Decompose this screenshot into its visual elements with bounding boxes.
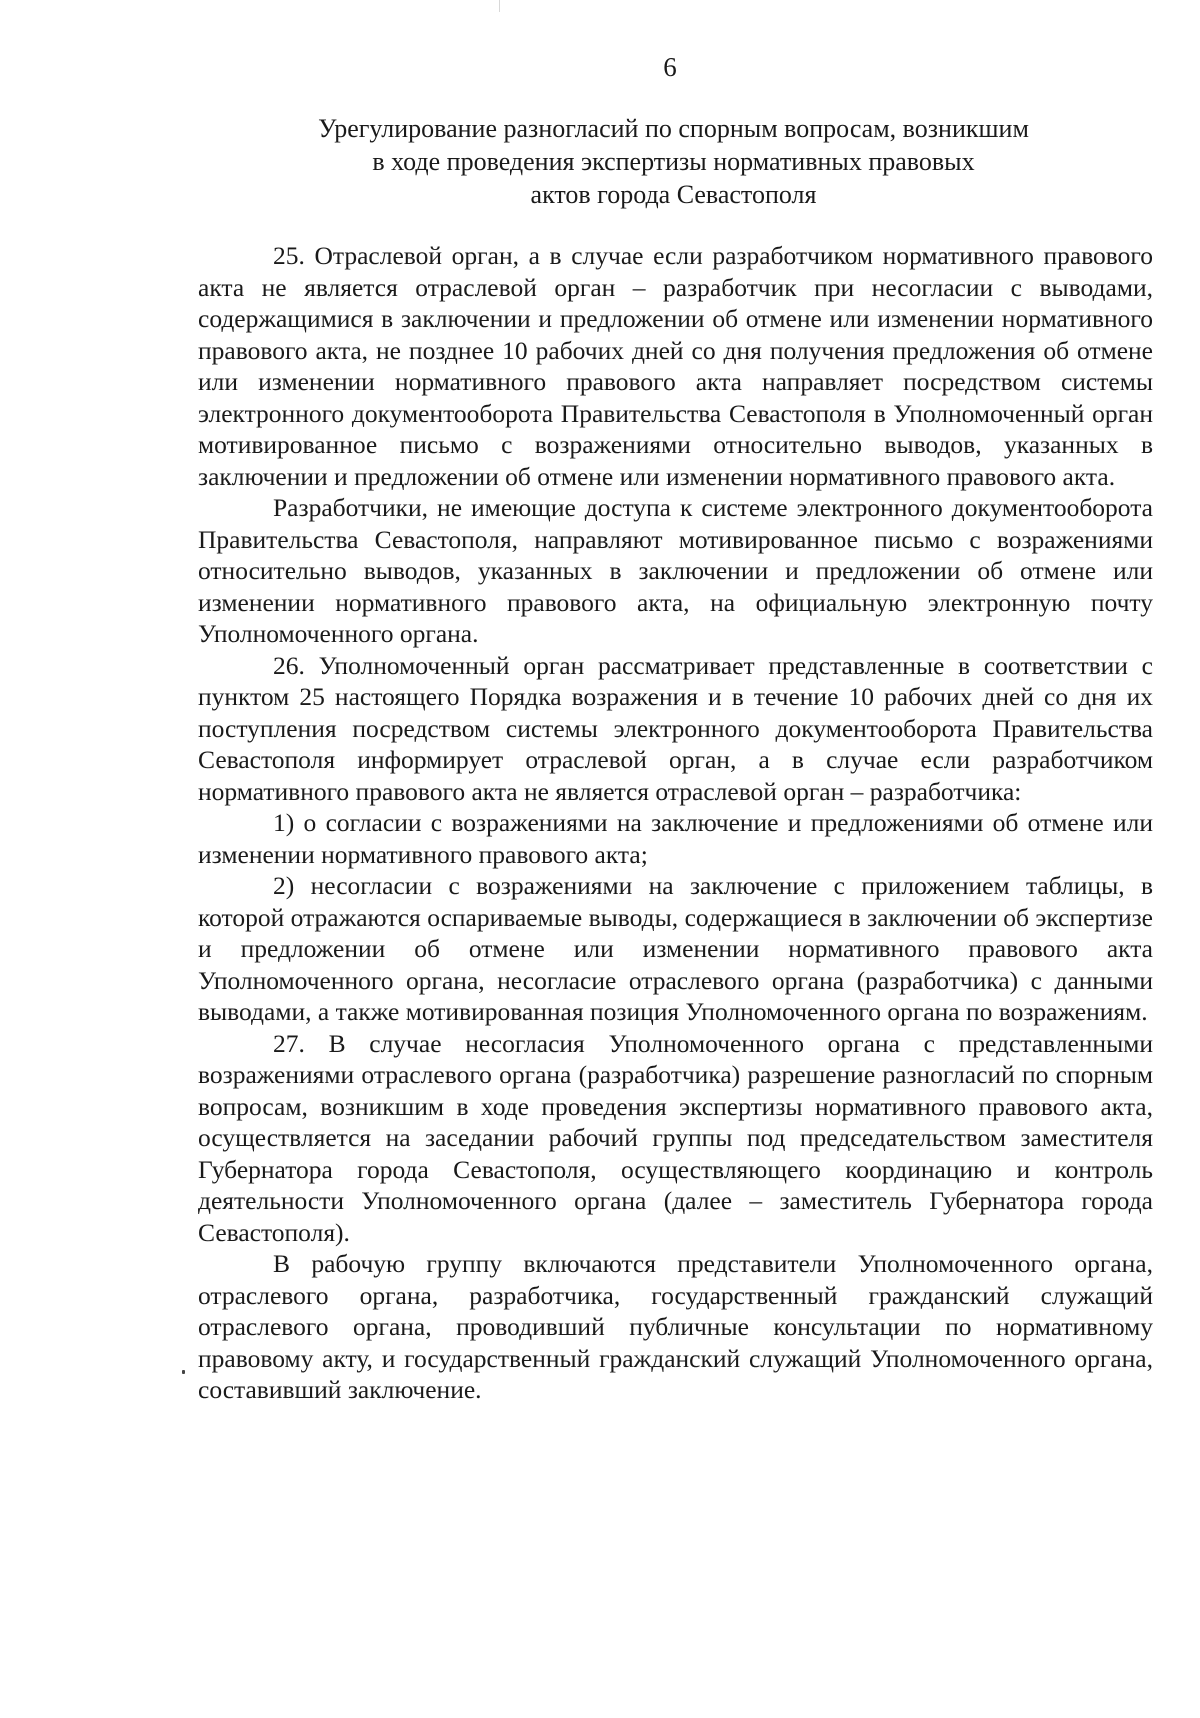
paragraph-working-group: В рабочую группу включаются представители Уполномоченного органа, отраслевого органа, разработчика, государственный гражданский служащий отраслевого органа, проводивший публичные консультации по нормативному правовому акту, и государственный гражданский служащий Уполномоченного органа, составивший заключение. xyxy=(198,1249,1153,1404)
heading-line: в ходе проведения экспертизы нормативных правовых xyxy=(372,147,975,176)
heading-line: актов города Севастополя xyxy=(530,180,817,209)
document-body xyxy=(198,240,1153,1406)
paragraph-25: 25. Отраслевой орган, а в случае если разработчиком нормативного правового акта не является отраслевой орган – разработчик при несогласии с выводами, содержащимися в заключении и предложении об отмене или изменении нормативного правового акта, не позднее 10 рабочих дней со дня получения предложения об отмене или изменении нормативного правового акта направляет посредством системы электронного документооборота Правительства Севастополя в Уполномоченный орган мотивированное письмо с возражениями относительно выводов, указанных в заключении и предложении об отмене или изменении нормативного правового акта. xyxy=(198,241,1153,491)
scan-artifact-line xyxy=(499,0,500,12)
page-number: 6 xyxy=(663,52,677,82)
scan-artifact-dot xyxy=(182,1370,185,1374)
section-heading xyxy=(196,112,1151,211)
heading-line: Урегулирование разногласий по спорным вопросам, возникшим xyxy=(318,114,1029,143)
paragraph-26-item-1: 1) о согласии с возражениями на заключение и предложениями об отмене или изменении нормативного правового акта; xyxy=(198,808,1153,869)
paragraph-26: 26. Уполномоченный орган рассматривает представленные в соответствии с пунктом 25 настоящего Порядка возражения и в течение 10 рабочих дней со дня их поступления посредством системы электронного документооборота Правительства Севастополя информирует отраслевой орган, а в случае если разработчиком нормативного правового акта не является отраслевой орган – разработчика: xyxy=(198,650,1153,806)
paragraph-developers-without-access: Разработчики, не имеющие доступа к системе электронного документооборота Правительства Севастополя, направляют мотивированное письмо с возражениями относительно выводов, указанных в заключении и предложении об отмене или изменении нормативного правового акта, на официальную электронную почту Уполномоченного органа. xyxy=(198,493,1153,648)
paragraph-27: 27. В случае несогласия Уполномоченного органа с представленными возражениями отраслевого органа (разработчика) разрешение разногласий по спорным вопросам, возникшим в ходе проведения экспертизы нормативного правового акта, осуществляется на заседании рабочий группы под председательством заместителя Губернатора города Севастополя, осуществляющего координацию и контроль деятельности Уполномоченного органа (далее – заместитель Губернатора города Севастополя). xyxy=(198,1028,1153,1247)
paragraph-26-item-2: 2) несогласии с возражениями на заключение с приложением таблицы, в которой отражаются оспариваемые выводы, содержащиеся в заключении об экспертизе и предложении об отмене или изменении нормативного правового акта Уполномоченного органа, несогласие отраслевого органа (разработчика) с данными выводами, а также мотивированная позиция Уполномоченного органа по возражениям. xyxy=(198,871,1153,1026)
